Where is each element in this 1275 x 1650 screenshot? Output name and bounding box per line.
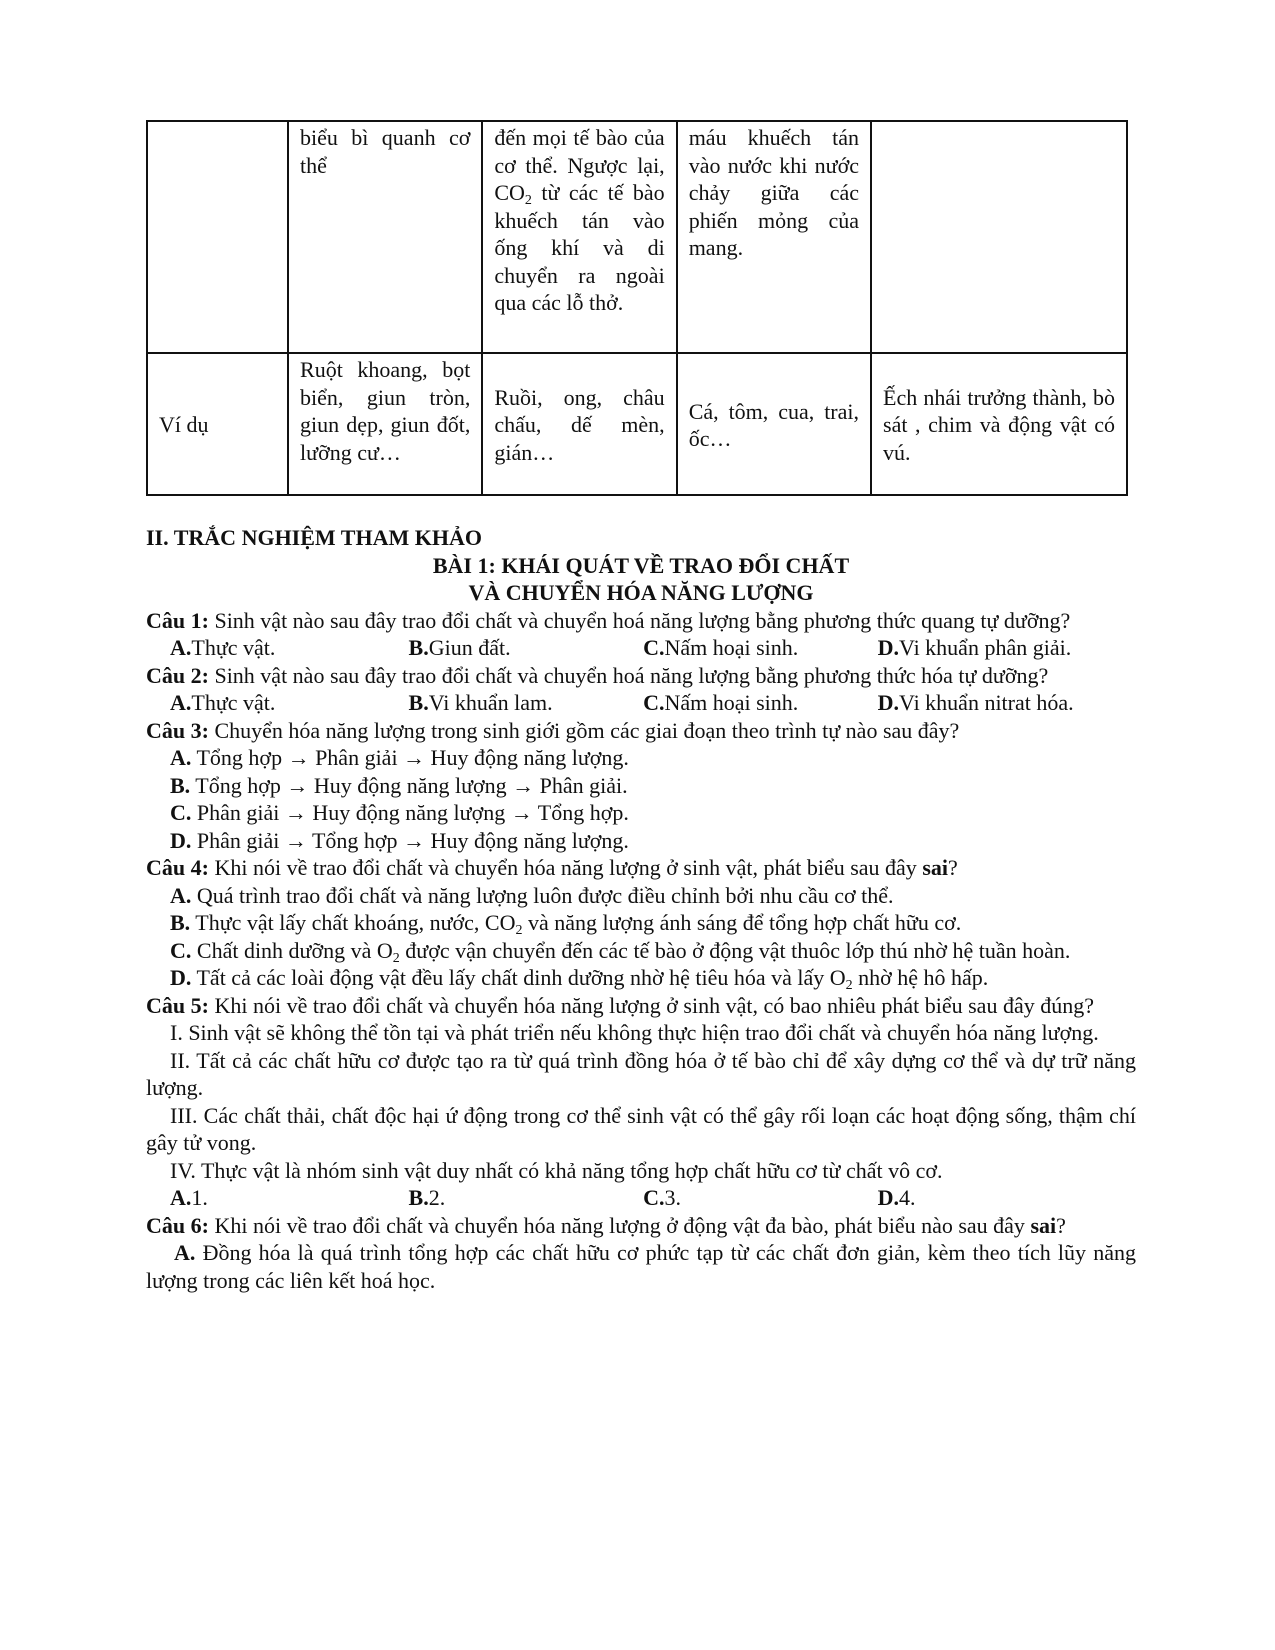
statement-3: III. Các chất thải, chất độc hại ứ động trong cơ thể sinh vật có thể gây rối loạn các hoạt động sống, thậm chí gây tử vong. bbox=[146, 1102, 1136, 1155]
option-c: C. Chất dinh dưỡng và $O_2$ được vận chuyển đến các tế bào ở động vật thuôc lớp thú nhờ hệ tuần hoàn. bbox=[170, 937, 1071, 966]
option-a: A.Thực vật. bbox=[170, 635, 276, 660]
section-title: II. TRẮC NGHIỆM THAM KHẢO bbox=[146, 525, 482, 550]
question-1: Câu 1: Sinh vật nào sau đây trao đổi chất và chuyển hoá năng lượng bằng phương thức quang tự dưỡng? bbox=[146, 607, 1071, 633]
answer-options bbox=[146, 1184, 1136, 1212]
option-a: A. Quá trình trao đổi chất và năng lượng luôn được điều chỉnh bởi nhu cầu cơ thể. bbox=[170, 882, 894, 908]
option-a: A.Thực vật. bbox=[170, 690, 276, 715]
question-4: Câu 4: Khi nói về trao đổi chất và chuyển hóa năng lượng ở sinh vật, phát biểu sau đây sai? bbox=[146, 855, 958, 880]
lesson-title: VÀ CHUYỂN HÓA NĂNG LƯỢNG bbox=[468, 580, 814, 605]
question-6: Câu 6: Khi nói về trao đổi chất và chuyển hóa năng lượng ở động vật đa bào, phát biểu nào sau đây sai? bbox=[146, 1212, 1066, 1238]
table-cell: Cá, tôm, cua, trai, ốc… bbox=[677, 353, 871, 495]
comparison-table bbox=[146, 120, 1128, 496]
option-b: B.Vi khuẩn lam. bbox=[408, 690, 553, 715]
table-cell bbox=[147, 121, 288, 353]
option-c: C. Phân giải → Huy động năng lượng → Tổng hợp. bbox=[170, 800, 629, 825]
option-b: B. Thực vật lấy chất khoáng, nước, $CO_2$ và năng lượng ánh sáng để tổng hợp chất hữu cơ. bbox=[170, 910, 962, 938]
option-b: B.Giun đất. bbox=[408, 635, 511, 660]
answer-options bbox=[146, 634, 1136, 662]
option-b: B.2. bbox=[408, 1185, 446, 1210]
option-c: C.Nấm hoại sinh. bbox=[643, 635, 799, 660]
statement-1: I. Sinh vật sẽ không thể tồn tại và phát triển nếu không thực hiện trao đổi chất và chuyển hóa năng lượng. bbox=[170, 1020, 1099, 1045]
question-5: Câu 5: Khi nói về trao đổi chất và chuyển hóa năng lượng ở sinh vật, có bao nhiêu phát biểu sau đây đúng? bbox=[146, 992, 1094, 1018]
option-d: D.4. bbox=[877, 1185, 916, 1210]
document-page bbox=[146, 120, 1136, 1294]
option-a: A. Đồng hóa là quá trình tổng hợp các chất hữu cơ phức tạp từ các chất đơn giản, kèm theo tích lũy năng lượng trong các liên kết hoá học. bbox=[146, 1240, 1136, 1293]
question-3: Câu 3: Chuyển hóa năng lượng trong sinh giới gồm các giai đoạn theo trình tự nào sau đây? bbox=[146, 717, 960, 743]
table-cell: Ruồi, ong, châu chấu, dế mèn, gián… bbox=[482, 353, 676, 495]
table-cell: Ruột khoang, bọt biển, giun tròn, giun dẹp, giun đốt, lưỡng cư… bbox=[288, 353, 482, 495]
lesson-title: BÀI 1: KHÁI QUÁT VỀ TRAO ĐỔI CHẤT bbox=[432, 552, 850, 578]
option-c: C.3. bbox=[643, 1185, 681, 1210]
answer-options bbox=[146, 689, 1136, 717]
table-cell: biểu bì quanh cơ thể bbox=[288, 121, 482, 353]
option-d: D. Phân giải → Tổng hợp → Huy động năng lượng. bbox=[170, 827, 629, 853]
option-d: D. Tất cả các loài động vật đều lấy chất dinh dưỡng nhờ hệ tiêu hóa và lấy $O_2$ nhờ hệ hô hấp. bbox=[170, 965, 989, 993]
row-header-example: Ví dụ bbox=[147, 353, 288, 495]
option-b: B. Tổng hợp → Huy động năng lượng → Phân giải. bbox=[170, 772, 628, 798]
statement-4: IV. Thực vật là nhóm sinh vật duy nhất có khả năng tổng hợp chất hữu cơ từ chất vô cơ. bbox=[170, 1157, 943, 1183]
option-c: C.Nấm hoại sinh. bbox=[643, 690, 799, 715]
table-cell: Ếch nhái trưởng thành, bò sát , chim và động vật có vú. bbox=[871, 353, 1127, 495]
option-a: A. Tổng hợp → Phân giải → Huy động năng lượng. bbox=[170, 745, 629, 770]
question-2: Câu 2: Sinh vật nào sau đây trao đổi chất và chuyển hoá năng lượng bằng phương thức hóa tự dưỡng? bbox=[146, 662, 1049, 688]
option-a: A.1. bbox=[170, 1185, 208, 1210]
table-cell: máu khuếch tán vào nước khi nước chảy giữa các phiến mỏng của mang. bbox=[677, 121, 871, 353]
quiz-section bbox=[146, 524, 1136, 1294]
table-row bbox=[147, 121, 1127, 353]
table-row bbox=[147, 353, 1127, 495]
table-cell: đến mọi tế bào của cơ thể. Ngược lại, $CO_2$ từ các tế bào khuếch tán vào ống khí và di chuyển ra ngoài qua các lỗ thở. bbox=[482, 121, 676, 353]
statement-2: II. Tất cả các chất hữu cơ được tạo ra từ quá trình đồng hóa ở tế bào chỉ để xây dựng cơ thể và dự trữ năng lượng. bbox=[146, 1047, 1136, 1100]
option-d: D.Vi khuẩn phân giải. bbox=[877, 635, 1072, 660]
option-d: D.Vi khuẩn nitrat hóa. bbox=[877, 690, 1074, 715]
table-cell bbox=[871, 121, 1127, 353]
